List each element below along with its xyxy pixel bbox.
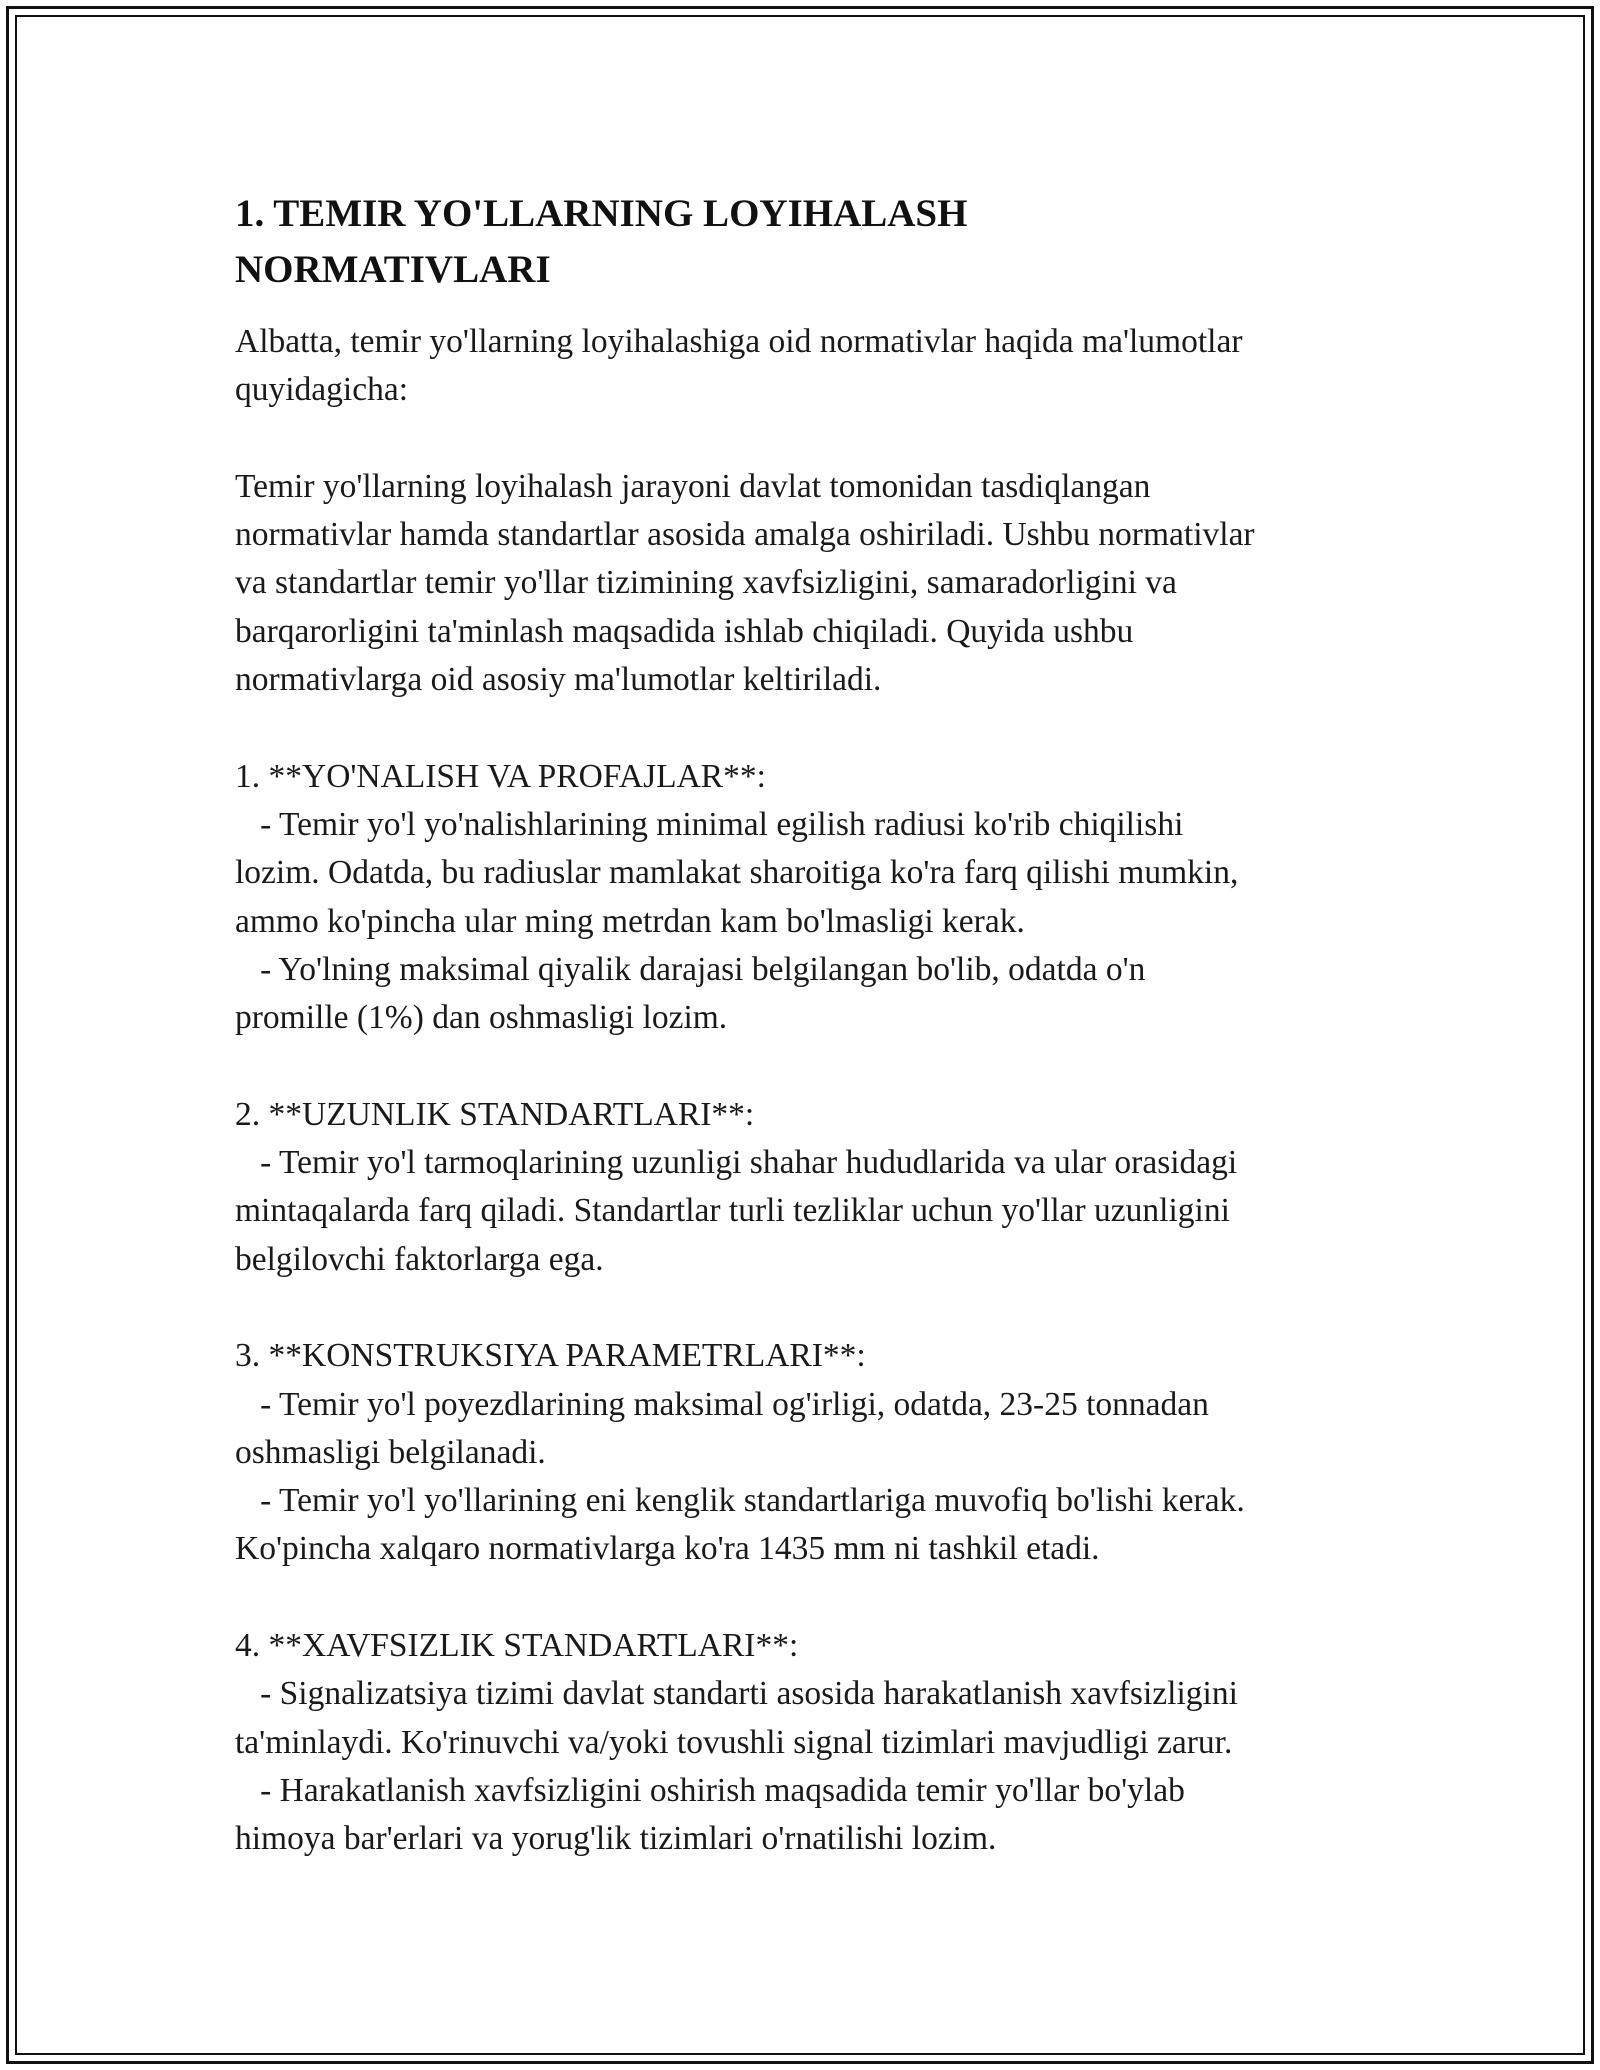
document-body bbox=[235, 186, 1375, 1864]
intro-paragraph: Albatta, temir yo'llarning loyihalashiga oid normativlar haqida ma'lumotlar quyidagicha: bbox=[235, 323, 1243, 409]
section-yonalish: 1. **YO'NALISH VA PROFAJLAR**: - Temir yo'l yo'nalishlarining minimal egilish radiusi ko'rib chiqilishi lozim. Odatda, bu radiuslar mamlakat sharoitiga ko'ra farq qilishi mumkin, ammo ko'pincha ular ming metrdan kam bo'lmasligi kerak. - Yo'lning maksimal qiyalik darajasi belgilangan bo'lib, odatda o'n promille (1%) dan oshmasligi lozim. bbox=[235, 757, 1239, 1037]
section-konstruksiya: 3. **KONSTRUKSIYA PARAMETRLARI**: - Temir yo'l poyezdlarining maksimal og'irligi, odatda, 23-25 tonnadan oshmasligi belgilanadi. - Temir yo'l yo'llarining eni kenglik standartlariga muvofiq bo'lishi kerak. Ko'pincha xalqaro normativlarga ko'ra 1435 mm ni tashkil etadi. bbox=[235, 1337, 1245, 1568]
paragraph-gap bbox=[235, 1284, 1375, 1332]
paragraph-gap bbox=[235, 1574, 1375, 1622]
paragraph-gap bbox=[235, 1042, 1375, 1090]
overview-paragraph: Temir yo'llarning loyihalash jarayoni davlat tomonidan tasdiqlangan normativlar hamda standartlar asosida amalga oshiriladi. Ushbu normativlar va standartlar temir yo'llar tizimining xavfsizligini, samaradorligini va barqarorligini ta'minlash maqsadida ishlab chiqiladi. Quyida ushbu normativlarga oid asosiy ma'lumotlar keltiriladi. bbox=[235, 467, 1255, 699]
section-uzunlik: 2. **UZUNLIK STANDARTLARI**: - Temir yo'l tarmoqlarining uzunligi shahar hududlarida va ular orasidagi mintaqalarda farq qiladi. Standartlar turli tezliklar uchun yo'llar uzunligini belgilovchi faktorlarga ega. bbox=[235, 1095, 1238, 1278]
paragraph-gap bbox=[235, 704, 1375, 752]
document-title: 1. TEMIR YO'LLARNING LOYIHALASH NORMATIVLARI bbox=[235, 192, 968, 291]
section-xavfsizlik: 4. **XAVFSIZLIK STANDARTLARI**: - Signalizatsiya tizimi davlat standarti asosida harakatlanish xavfsizligini ta'minlaydi. Ko'rinuvchi va/yoki tovushli signal tizimlari mavjudligi zarur. - Harakatlanish xavfsizligini oshirish maqsadida temir yo'llar bo'ylab himoya bar'erlari va yorug'lik tizimlari o'rnatilishi lozim. bbox=[235, 1627, 1238, 1858]
paragraph-gap bbox=[235, 415, 1375, 463]
